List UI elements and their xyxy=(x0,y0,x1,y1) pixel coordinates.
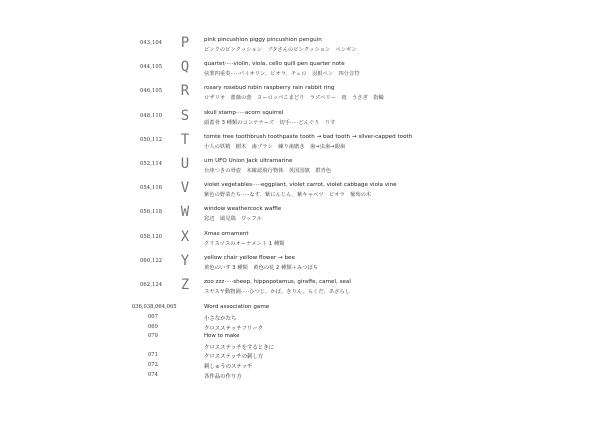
entry-english: violet vegetables·····eggplant, violet carrot, violet cabbage viola vine xyxy=(204,182,397,189)
entry-letter: T xyxy=(180,131,190,148)
entry-letter: R xyxy=(180,83,190,100)
index-row xyxy=(0,362,600,372)
entry-w xyxy=(0,205,600,229)
entry-pages: 043,104 xyxy=(140,40,163,46)
entry-english: quartet·····violin, viola, cello quill pen quarter note xyxy=(204,61,345,68)
entry-x xyxy=(0,230,600,254)
entry-japanese: 台座つきの骨壺 未確認飛行物体 英国国旗 群青色 xyxy=(204,168,332,174)
entry-pages: 052,114 xyxy=(140,161,163,167)
index-row-text: 刺しゅうのステッチ xyxy=(204,364,253,370)
entry-letter: P xyxy=(180,35,190,51)
index-row-text: 小さなかたち xyxy=(204,316,237,322)
entry-english: tomte tree toothbrush toothpaste tooth → bad tooth → silver-capped tooth xyxy=(204,133,413,140)
index-row xyxy=(0,372,600,382)
entry-english: Xmas ornament xyxy=(204,230,249,237)
index-row-text: 各作品の作り方 xyxy=(204,373,242,380)
entry-z xyxy=(0,278,600,302)
entry-pages: 058,120 xyxy=(140,233,163,240)
entry-pages: 046,105 xyxy=(140,88,163,95)
entry-letter: S xyxy=(180,107,190,124)
entry-pages: 062,124 xyxy=(140,282,163,288)
entry-japanese: 弦楽四重奏·····バイオリン、ビオラ、チェロ 羽根ペン 四分音符 xyxy=(204,71,360,78)
index-row-text: How to make xyxy=(204,333,240,340)
entry-english: window weathercock waffle xyxy=(204,206,282,213)
entry-pages: 056,118 xyxy=(140,209,163,216)
index-row xyxy=(0,333,600,343)
entry-letter: U xyxy=(180,156,190,172)
entry-y xyxy=(0,254,600,278)
entry-letter: Z xyxy=(180,277,190,293)
entry-japanese: 頭蓋骨 3 種類のコンテナーズ 切手·····どんぐり りす xyxy=(204,119,336,126)
entry-pages: 048,110 xyxy=(140,112,163,119)
entry-english: yellow chair yellow flower → bee xyxy=(204,254,295,261)
entry-letter: W xyxy=(180,204,190,221)
entry-r xyxy=(0,84,600,108)
entry-pages: 050,112 xyxy=(140,136,163,143)
entry-english: zoo zzz·····sheep, hippopotamus, giraffe, camel, seal xyxy=(204,279,351,285)
entry-p xyxy=(0,36,600,60)
entry-japanese: 小人の妖精 樹木 歯ブラシ 練り歯磨き 歯→虫歯→銀歯 xyxy=(204,143,346,150)
index-row-page: 007 xyxy=(148,314,158,320)
entry-japanese: 紫色の野菜たち·····なす、紫にんじん、紫キャベツ ビオラ 葡萄の木 xyxy=(204,192,372,199)
index-row-page: 074 xyxy=(148,371,158,378)
entry-japanese: ピンクのピンクッション ブタさんのピンクッション ペンギン xyxy=(204,47,357,53)
index-title: Word association game xyxy=(204,304,270,310)
entry-english: pink pincushion piggy pincushion penguin xyxy=(204,37,322,43)
entry-letter: X xyxy=(180,228,190,245)
entry-pages: 044,105 xyxy=(140,64,163,71)
entry-english: rosary rosebud robin raspberry rain rabbit ring xyxy=(204,85,335,92)
entry-japanese: 窓辺 風見鶏 ワッフル xyxy=(204,216,262,223)
entry-letter: Q xyxy=(180,59,190,76)
index-row-page: 072 xyxy=(148,362,158,368)
index-row xyxy=(0,343,600,353)
entry-japanese: ロザリオ 薔薇の蕾 ヨーロッパこまどり ラズベリー 雨 うさぎ 指輪 xyxy=(204,95,384,102)
entry-japanese: スヤスヤ動物園·····ひつじ、かば、きりん、らくだ、あざらし xyxy=(204,289,351,295)
entry-english: skull stamp·····acorn squirrel xyxy=(204,109,284,116)
entry-s xyxy=(0,109,600,133)
entry-v xyxy=(0,181,600,205)
entry-pages: 060,122 xyxy=(140,257,163,264)
entry-u xyxy=(0,157,600,181)
entry-pages: 054,116 xyxy=(140,185,163,192)
entry-english: urn UFO Union Jack ultramarine xyxy=(204,158,293,164)
index-row-text: クロスステッチをするときに xyxy=(204,344,274,351)
entry-japanese: クリスマスのオーナメント 1 種類 xyxy=(204,240,285,247)
index-row-page: 071 xyxy=(148,352,158,359)
index-row xyxy=(0,324,600,334)
index-row-text: クロスステッチの刺し方 xyxy=(204,354,264,361)
entry-letter: V xyxy=(180,180,190,197)
index-row-page: 069 xyxy=(148,323,158,330)
index-row xyxy=(0,314,600,324)
index-row-page: 070 xyxy=(148,333,158,340)
entry-letter: Y xyxy=(180,252,190,269)
entry-q xyxy=(0,60,600,84)
index-row xyxy=(0,352,600,362)
index-pages: 036,038,064,065 xyxy=(132,304,177,310)
index-row-text: クロスステッチフリーク xyxy=(204,325,263,332)
entry-japanese: 黄色のいす 3 種類 黄色の花 2 種類＋みつばち xyxy=(204,264,319,271)
entry-t xyxy=(0,133,600,157)
